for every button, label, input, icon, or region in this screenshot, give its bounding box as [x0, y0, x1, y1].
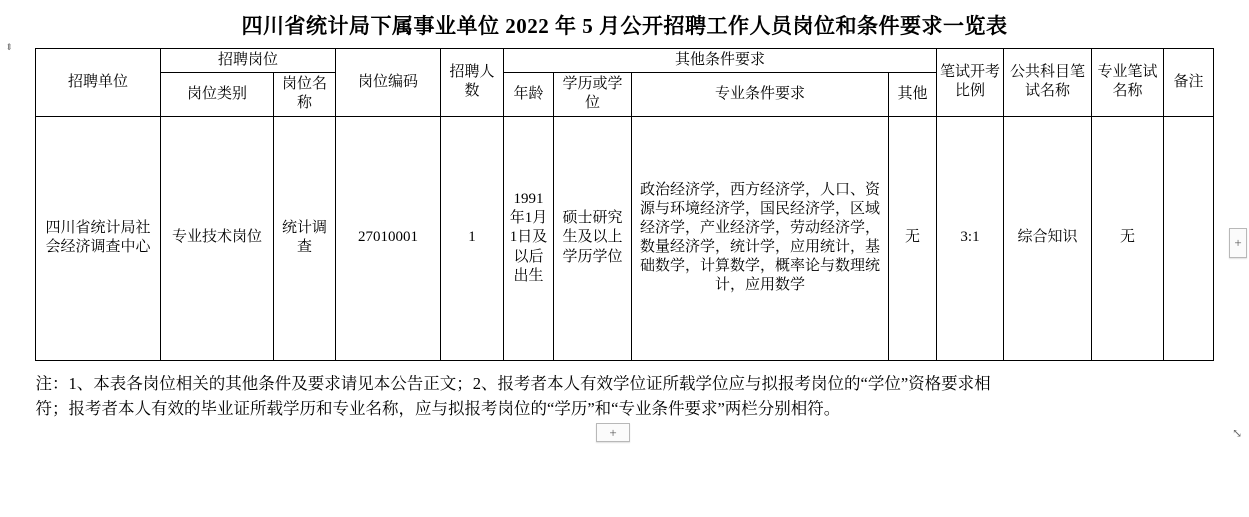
table-header-row-1 — [35, 49, 1213, 73]
col-header-unit: 招聘单位 — [35, 49, 160, 117]
col-header-major-requirements: 专业条件要求 — [632, 73, 889, 116]
group-header-recruit-post: 招聘岗位 — [160, 49, 335, 73]
plus-icon: + — [609, 424, 617, 440]
col-header-exam-ratio: 笔试开考比例 — [937, 49, 1004, 117]
col-header-major-subject: 专业笔试名称 — [1092, 49, 1164, 117]
cell-post-name: 统计调查 — [273, 116, 335, 360]
table-row — [35, 116, 1213, 360]
add-column-button[interactable] — [1229, 228, 1247, 258]
cell-post-code: 27010001 — [336, 116, 441, 360]
col-header-post-name: 岗位名称 — [273, 73, 335, 116]
col-header-post-category: 岗位类别 — [160, 73, 273, 116]
col-header-headcount: 招聘人数 — [441, 49, 504, 117]
col-header-education: 学历或学位 — [554, 73, 632, 116]
cell-remark — [1164, 116, 1214, 360]
note-line-1: 注：1、本表各岗位相关的其他条件及要求请见本公告正文；2、报考者本人有效学位证所载学位应与拟报考岗位的“学位”资格要求相 — [35, 373, 991, 393]
table-notes — [36, 371, 1214, 422]
col-header-post-code: 岗位编码 — [336, 49, 441, 117]
recruitment-table — [35, 48, 1214, 361]
cell-major-requirements: 政治经济学，西方经济学，人口、资源与环境经济学，国民经济学，区域经济学，产业经济学，劳动经济学，数量经济学，统计学，应用统计，基础数学，计算数学，概率论与数理统计，应用数学 — [632, 116, 889, 360]
table-resize-handle[interactable] — [1229, 425, 1245, 441]
add-row-button[interactable] — [596, 423, 630, 442]
cell-education: 硕士研究生及以上学历学位 — [554, 116, 632, 360]
cell-exam-ratio: 3:1 — [937, 116, 1004, 360]
cell-post-category: 专业技术岗位 — [160, 116, 273, 360]
note-line-2: 符；报考者本人有效的毕业证所载学历和专业名称，应与拟报考岗位的“学历”和“专业条件要求”两栏分别相符。 — [35, 399, 841, 419]
col-header-age: 年龄 — [504, 73, 554, 116]
plus-icon: + — [1234, 235, 1242, 250]
col-header-remark: 备注 — [1164, 49, 1214, 117]
cell-other: 无 — [889, 116, 937, 360]
row-resize-handle-left[interactable] — [2, 36, 16, 58]
cell-age: 1991年1月1日及以后出生 — [504, 116, 554, 360]
cell-unit: 四川省统计局社会经济调查中心 — [35, 116, 160, 360]
resize-icon: ⤡ — [1231, 425, 1243, 440]
col-header-other: 其他 — [889, 73, 937, 116]
group-header-other-conditions: 其他条件要求 — [504, 49, 937, 73]
cell-major-subject: 无 — [1092, 116, 1164, 360]
col-header-public-subject: 公共科目笔试名称 — [1004, 49, 1092, 117]
cell-public-subject: 综合知识 — [1004, 116, 1092, 360]
row-resize-handle-icon: ⇕ — [5, 41, 13, 52]
cell-headcount: 1 — [441, 116, 504, 360]
page-title: 四川省统计局下属事业单位 2022 年 5 月公开招聘工作人员岗位和条件要求一览表 — [241, 14, 1008, 38]
